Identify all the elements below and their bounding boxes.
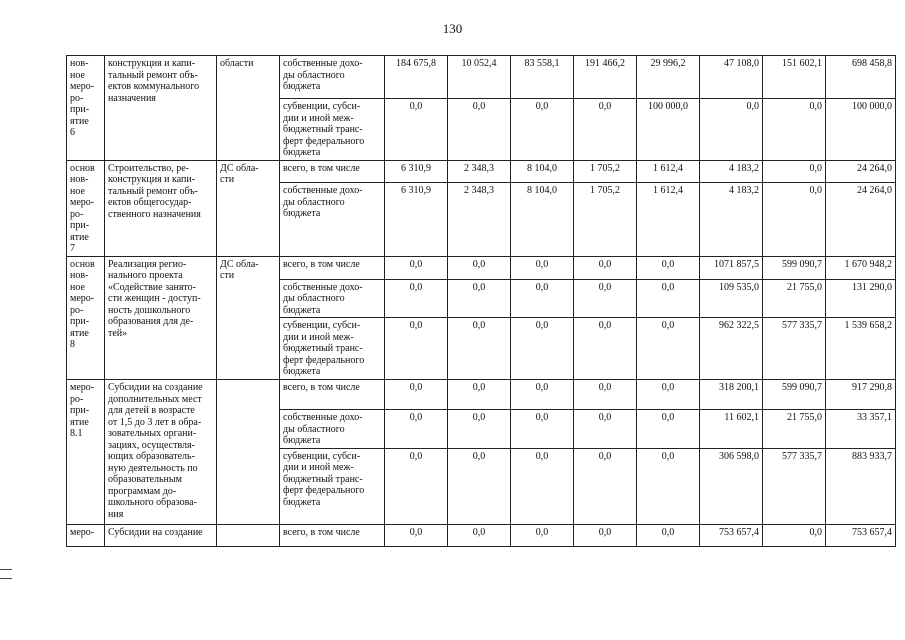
amount-cell: 883 933,7 [826,448,896,524]
amount-cell: 0,0 [511,380,574,410]
amount-cell: 0,0 [448,380,511,410]
amount-cell: 151 602,1 [763,56,826,99]
measure-title-cell: Реализация регио- нального проекта «Содействие занято- сти женщин - доступ- ность дошкольного образования для де- тей» [105,256,217,380]
amount-cell: 1 539 658,2 [826,318,896,380]
amount-cell: 0,0 [385,448,448,524]
amount-cell: 24 264,0 [826,183,896,256]
amount-cell: 2 348,3 [448,183,511,256]
measure-label-cell: нов- ное меро- ро- при- ятие 6 [67,56,105,161]
amount-cell: 21 755,0 [763,279,826,318]
amount-cell: 577 335,7 [763,318,826,380]
measure-title-cell: Субсидии на создание [105,524,217,546]
amount-cell: 753 657,4 [700,524,763,546]
funding-source-cell: всего, в том числе [280,380,385,410]
amount-cell: 0,0 [511,318,574,380]
amount-cell: 0,0 [700,99,763,161]
amount-cell: 47 108,0 [700,56,763,99]
margin-tick [0,569,12,570]
amount-cell: 131 290,0 [826,279,896,318]
amount-cell: 0,0 [574,410,637,449]
table-row [67,380,896,410]
amount-cell: 10 052,4 [448,56,511,99]
amount-cell: 0,0 [763,99,826,161]
amount-cell: 0,0 [511,99,574,161]
executor-cell: ДС обла- сти [217,256,280,380]
amount-cell: 0,0 [637,380,700,410]
amount-cell: 0,0 [511,410,574,449]
amount-cell: 962 322,5 [700,318,763,380]
measure-title-cell: конструкция и капи- тальный ремонт объ- ектов коммунального назначения [105,56,217,161]
amount-cell: 0,0 [637,318,700,380]
amount-cell: 0,0 [448,524,511,546]
amount-cell: 0,0 [763,183,826,256]
amount-cell: 0,0 [637,410,700,449]
measure-label-cell: основ нов- ное меро- ро- при- ятие 7 [67,160,105,256]
amount-cell: 0,0 [448,99,511,161]
amount-cell: 6 310,9 [385,183,448,256]
amount-cell: 100 000,0 [637,99,700,161]
amount-cell: 1 612,4 [637,183,700,256]
amount-cell: 0,0 [637,448,700,524]
funding-source-cell: всего, в том числе [280,256,385,279]
amount-cell: 11 602,1 [700,410,763,449]
executor-cell [217,524,280,546]
amount-cell: 33 357,1 [826,410,896,449]
amount-cell: 0,0 [637,279,700,318]
amount-cell: 1071 857,5 [700,256,763,279]
amount-cell: 4 183,2 [700,160,763,183]
amount-cell: 0,0 [763,524,826,546]
funding-source-cell: субвенции, субси- дии и иной меж- бюджетный транс- ферт федерального бюджета [280,318,385,380]
amount-cell: 0,0 [511,448,574,524]
amount-cell: 0,0 [637,256,700,279]
amount-cell: 8 104,0 [511,183,574,256]
amount-cell: 0,0 [448,318,511,380]
margin-tick [0,578,12,579]
table-row [67,256,896,279]
amount-cell: 4 183,2 [700,183,763,256]
funding-source-cell: субвенции, субси- дии и иной меж- бюджетный транс- ферт федерального бюджета [280,99,385,161]
amount-cell: 184 675,8 [385,56,448,99]
budget-table-body [67,56,896,547]
measure-label-cell: меро- ро- при- ятие 8.1 [67,380,105,525]
measure-title-cell: Субсидии на создание дополнительных мест для детей в возрасте от 1,5 до 3 лет в обра- зовательных органи- зациях, осуществля- ющих образователь- ную деятельность по образовательным программам до- школьного образова- ния [105,380,217,525]
amount-cell: 0,0 [448,410,511,449]
amount-cell: 0,0 [385,380,448,410]
amount-cell: 0,0 [448,256,511,279]
page-number: 130 [442,21,463,36]
amount-cell: 0,0 [574,256,637,279]
amount-cell: 753 657,4 [826,524,896,546]
amount-cell: 1 670 948,2 [826,256,896,279]
amount-cell: 599 090,7 [763,256,826,279]
amount-cell: 0,0 [574,99,637,161]
measure-label-cell: основ нов- ное меро- ро- при- ятие 8 [67,256,105,380]
funding-source-cell: субвенции, субси- дии и иной меж- бюджетный транс- ферт федерального бюджета [280,448,385,524]
amount-cell: 1 612,4 [637,160,700,183]
amount-cell: 0,0 [763,160,826,183]
amount-cell: 0,0 [448,448,511,524]
amount-cell: 0,0 [385,99,448,161]
executor-cell [217,380,280,525]
funding-source-cell: собственные дохо- ды областного бюджета [280,279,385,318]
funding-source-cell: всего, в том числе [280,524,385,546]
amount-cell: 599 090,7 [763,380,826,410]
amount-cell: 1 705,2 [574,183,637,256]
amount-cell: 0,0 [385,524,448,546]
amount-cell: 0,0 [511,256,574,279]
amount-cell: 1 705,2 [574,160,637,183]
amount-cell: 24 264,0 [826,160,896,183]
budget-table [66,55,896,547]
table-row [67,160,896,183]
amount-cell: 0,0 [637,524,700,546]
amount-cell: 191 466,2 [574,56,637,99]
amount-cell: 0,0 [574,448,637,524]
amount-cell: 0,0 [574,318,637,380]
amount-cell: 0,0 [385,279,448,318]
amount-cell: 0,0 [574,524,637,546]
amount-cell: 109 535,0 [700,279,763,318]
amount-cell: 698 458,8 [826,56,896,99]
amount-cell: 318 200,1 [700,380,763,410]
amount-cell: 0,0 [574,380,637,410]
amount-cell: 21 755,0 [763,410,826,449]
amount-cell: 0,0 [511,524,574,546]
measure-label-cell: меро- [67,524,105,546]
amount-cell: 0,0 [511,279,574,318]
amount-cell: 577 335,7 [763,448,826,524]
amount-cell: 2 348,3 [448,160,511,183]
funding-source-cell: собственные дохо- ды областного бюджета [280,410,385,449]
funding-source-cell: собственные дохо- ды областного бюджета [280,183,385,256]
amount-cell: 0,0 [448,279,511,318]
executor-cell: области [217,56,280,161]
amount-cell: 100 000,0 [826,99,896,161]
amount-cell: 306 598,0 [700,448,763,524]
amount-cell: 917 290,8 [826,380,896,410]
funding-source-cell: всего, в том числе [280,160,385,183]
amount-cell: 29 996,2 [637,56,700,99]
measure-title-cell: Строительство, ре- конструкция и капи- тальный ремонт объ- ектов общегосудар- ственного назначения [105,160,217,256]
amount-cell: 83 558,1 [511,56,574,99]
amount-cell: 6 310,9 [385,160,448,183]
funding-source-cell: собственные дохо- ды областного бюджета [280,56,385,99]
table-row [67,56,896,99]
executor-cell: ДС обла- сти [217,160,280,256]
amount-cell: 0,0 [385,318,448,380]
table-row [67,524,896,546]
amount-cell: 0,0 [385,256,448,279]
amount-cell: 0,0 [574,279,637,318]
amount-cell: 0,0 [385,410,448,449]
amount-cell: 8 104,0 [511,160,574,183]
